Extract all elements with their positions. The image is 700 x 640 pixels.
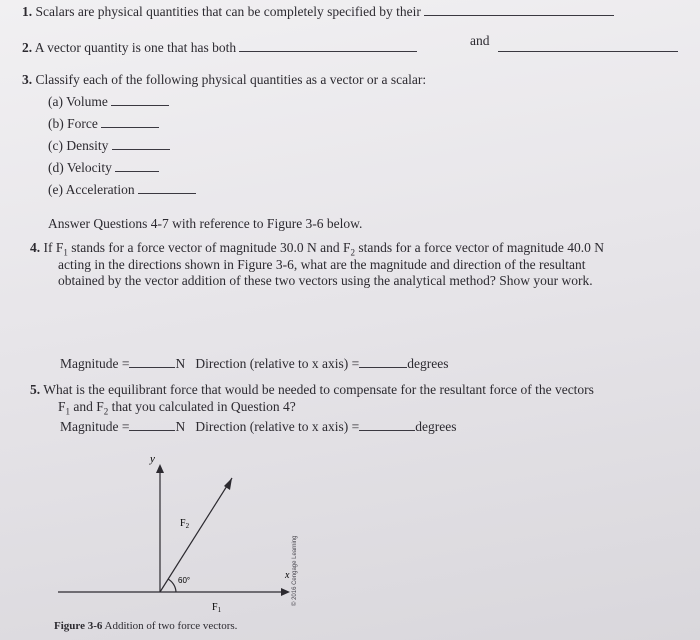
figure-caption: Figure 3-6 Addition of two force vectors. (54, 620, 238, 632)
list-item: (d) Velocity (48, 160, 159, 176)
instruction: Answer Questions 4-7 with reference to Figure 3-6 below. (48, 216, 363, 231)
question-text: Classify each of the following physical quantities as a vector or a scalar: (35, 72, 427, 87)
copyright-credit: © 2016 Cengage Learning (292, 535, 298, 606)
direction-label: Direction (relative to x axis) = (195, 356, 360, 371)
question-number: 2. (22, 40, 33, 55)
question-5-line-1: 5. What is the equilibrant force that would be needed to compensate for the resultant force of the vectors (30, 382, 594, 397)
q4-answer-row: Magnitude = N Direction (relative to x axis) = degrees (60, 356, 449, 371)
q5-answer-row: Magnitude = N Direction (relative to x axis) = degrees (60, 419, 457, 434)
question-4-line-3: obtained by the vector addition of these two vectors using the analytical method? Show your work. (58, 273, 593, 288)
direction-label: Direction (relative to x axis) = (195, 419, 360, 434)
question-4-line-1: 4. If $F_1$ stands for a force vector of magnitude 30.0 N and $F_2$ stands for a force vector of magnitude 40.0 N (30, 240, 604, 258)
list-item: (b) Force (48, 116, 159, 132)
question-number: 3. (22, 72, 33, 87)
and-word: and (470, 33, 490, 48)
x-arrowhead (281, 588, 290, 596)
f1-label: $F_1$ (212, 602, 222, 614)
question-5-line-2: $F_1$ and $F_2$ that you calculated in Question 4? (58, 399, 296, 417)
f2-vector (160, 478, 232, 592)
question-text: A vector quantity is one that has both (34, 40, 237, 55)
question-number: 1. (22, 4, 33, 19)
x-axis-label: x (285, 570, 290, 581)
angle-arc (168, 579, 176, 592)
list-item: (a) Volume (48, 94, 169, 110)
y-axis-label: y (150, 453, 155, 465)
list-item: (e) Acceleration (48, 182, 196, 198)
question-text: Scalars are physical quantities that can be completely specified by their (35, 4, 421, 19)
f2-label: $F_2$ (180, 518, 190, 530)
question-4-line-2: acting in the directions shown in Figure 3-6, what are the magnitude and direction of the resultant (58, 257, 586, 272)
magnitude-label: Magnitude = (60, 419, 130, 434)
angle-label: 60° (178, 576, 191, 585)
y-arrowhead (156, 464, 164, 473)
list-item: (c) Density (48, 138, 170, 154)
magnitude-label: Magnitude = (60, 356, 130, 371)
